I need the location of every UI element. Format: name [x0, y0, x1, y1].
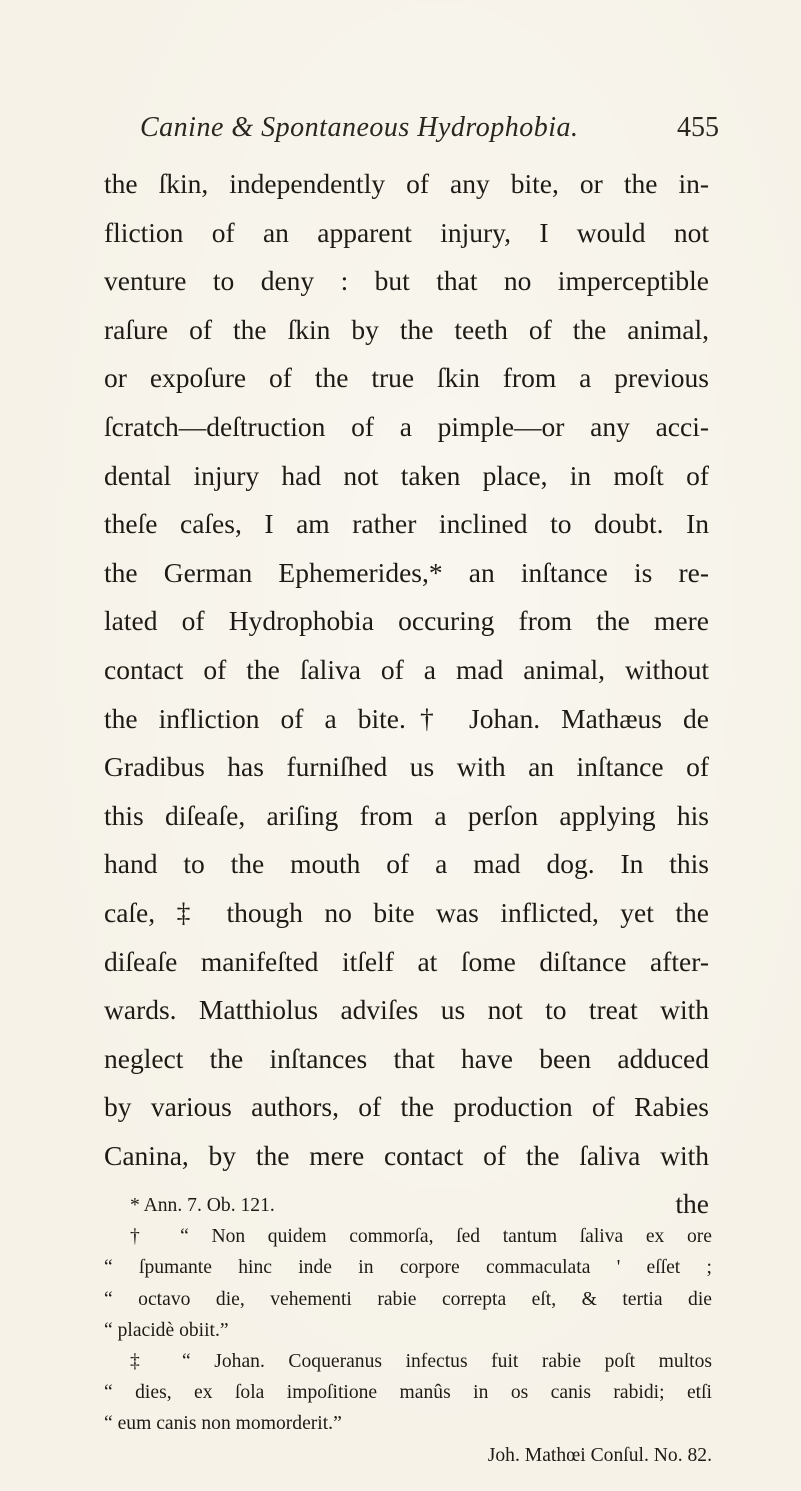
text-line: contact of the ſaliva of a mad animal, without: [104, 653, 709, 685]
footnote-line: “ ſpumante hinc inde in corpore commaculata ' eſſet ;: [104, 1257, 712, 1279]
text-line: or expoſure of the true ſkin from a previous: [104, 362, 709, 394]
text-line: diſeaſe manifeſted itſelf at ſome diſtance after-: [104, 945, 709, 977]
running-head: Canine & Spontaneous Hydrophobia.: [140, 112, 579, 143]
footnote-double-dagger: ‡ “ Johan. Coqueranus infectus fuit rabie poſt multos: [130, 1350, 712, 1372]
footnote-line: “ octavo die, vehementi rabie correpta eſt, & tertia die: [104, 1288, 712, 1310]
footnote-asterisk: * Ann. 7. Ob. 121.: [130, 1195, 275, 1216]
footnote-dagger: † “ Non quidem commorſa, ſed tantum ſaliva ex ore: [130, 1226, 712, 1248]
text-line: dental injury had not taken place, in moſt of: [104, 459, 709, 491]
text-line: caſe, ‡ though no bite was inflicted, yet the: [104, 896, 709, 928]
text-line: the ſkin, independently of any bite, or the in-: [104, 168, 709, 199]
page-number: 455: [677, 112, 719, 143]
text-line: theſe caſes, I am rather inclined to doubt. In: [104, 508, 709, 540]
text-line: ſcratch—deſtruction of a pimple—or any acci-: [104, 410, 709, 442]
catchword: the: [675, 1188, 709, 1220]
text-line: wards. Matthiolus adviſes us not to treat with: [104, 994, 709, 1026]
text-line: Canina, by the mere contact of the ſaliva with: [104, 1139, 709, 1171]
text-line: the German Ephemerides,* an inſtance is re-: [104, 556, 709, 588]
body-text: [104, 160, 709, 1229]
text-line: venture to deny : but that no imperceptible: [104, 265, 709, 297]
footnote-line: “ eum canis non momorderit.”: [104, 1413, 342, 1435]
text-line: lated of Hydrophobia occuring from the mere: [104, 605, 709, 637]
text-line: the infliction of a bite.† Johan. Mathæus de: [104, 702, 709, 734]
text-line: by various authors, of the production of Rabies: [104, 1091, 709, 1123]
footnote-line: “ dies, ex ſola impoſitione manûs in os canis rabidi; etſi: [104, 1382, 712, 1404]
text-line: neglect the inſtances that have been adduced: [104, 1042, 709, 1074]
footnote-citation: Joh. Mathœi Conſul. No. 82.: [487, 1444, 712, 1466]
text-line: hand to the mouth of a mad dog. In this: [104, 848, 709, 880]
text-line: Gradibus has furniſhed us with an inſtance of: [104, 751, 709, 783]
footnote-line: “ placidè obiit.”: [104, 1319, 229, 1341]
text-line: raſure of the ſkin by the teeth of the animal,: [104, 313, 709, 345]
text-line: this diſeaſe, ariſing from a perſon applying his: [104, 799, 709, 831]
text-line: fliction of an apparent injury, I would not: [104, 216, 709, 248]
footnotes: [104, 1190, 712, 1471]
